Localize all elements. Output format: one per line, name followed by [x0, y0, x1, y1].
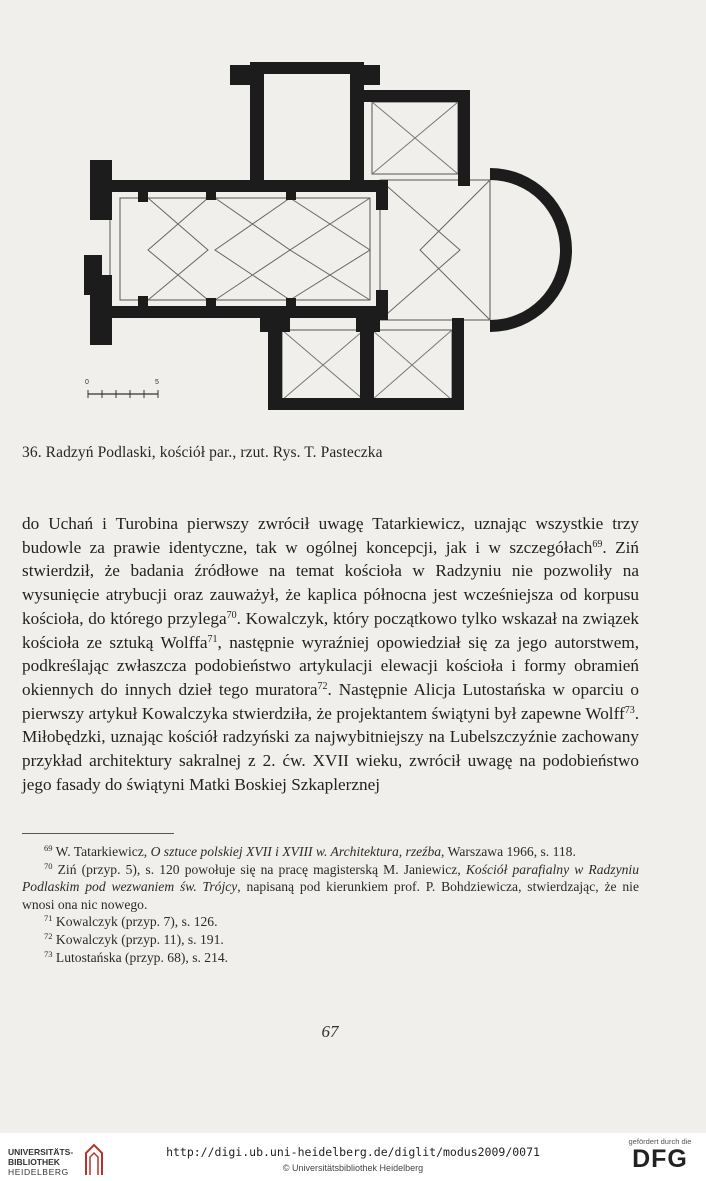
footnote-number: 71 [44, 913, 53, 924]
footnotes [22, 843, 639, 966]
body-paragraph [22, 512, 639, 796]
plan-walls [84, 62, 572, 410]
footnote-rule [22, 833, 174, 834]
footnote-reference[interactable]: 70 [226, 609, 237, 621]
copyright-notice: © Universitätsbibliothek Heidelberg [282, 1163, 424, 1173]
footnote-text: Kowalczyk (przyp. 11), s. 191. [55, 931, 224, 947]
scale-end-label: 5 [155, 379, 159, 386]
footnote-title: Kościół parafialny w Radzyniu Podlaskim pod wezwaniem św. Trójcy [22, 861, 639, 895]
footnote-text: W. Tatarkiewicz, [55, 844, 151, 859]
footnote-text: , napisaną pod kierunkiem prof. P. Bohdziewicza, stwierdzając, że nie wnosi ona nic nowego. [22, 879, 639, 912]
footnote-text: , Warszawa 1966, s. 118. [441, 844, 576, 859]
footnote-text: Kowalczyk (przyp. 7), s. 126. [55, 914, 218, 930]
footnote-reference[interactable]: 71 [207, 633, 218, 645]
scale-bar [85, 379, 159, 398]
footnote-number: 69 [44, 843, 53, 853]
body-text [22, 512, 639, 796]
body-text-segment: . Następnie Alicja Lutostańska w oparciu o pierwszy artykuł Kowalczyka stwierdziła, że projektantem świątyni był zapewne Wolff [22, 679, 640, 723]
body-text-segment: . Ziń stwierdził, że badania źródłowe na temat kościoła w Radzyniu nie pozwoliły na wysunięcie atrybucji oraz zauważył, że kaplica północna jest wcześniejsza od korpusu kościoła, do którego przylega [22, 537, 639, 628]
scale-start-label: 0 [85, 379, 89, 386]
church-floor-plan [60, 40, 600, 430]
footnote-text: Ziń (przyp. 5), s. 120 powołuje się na pracę magisterską M. Janiewicz, [57, 861, 466, 877]
dfg-logo[interactable] [624, 1137, 696, 1177]
library-name-line3: HEIDELBERG [8, 1167, 69, 1177]
footnote-number: 70 [44, 860, 53, 871]
footnote-number: 73 [44, 948, 53, 959]
figure-caption: 36. Radzyń Podlaski, kościół par., rzut. Rys. T. Pasteczka [22, 444, 383, 461]
footnote-reference[interactable]: 73 [624, 704, 635, 716]
footnote-title: O sztuce polskiej XVII i XVIII w. Architektura, rzeźba [150, 844, 442, 859]
page-number: 67 [321, 1022, 339, 1041]
footnote [22, 949, 639, 967]
plan-nave [110, 190, 380, 308]
library-name-line2: BIBLIOTHEK [8, 1157, 60, 1167]
footnote-reference[interactable]: 69 [592, 538, 603, 550]
dfg-wordmark: DFG [632, 1145, 688, 1173]
footnote-reference[interactable]: 72 [317, 680, 328, 692]
footnote [22, 913, 639, 931]
footnote [22, 843, 639, 861]
footnote [22, 931, 639, 949]
body-text-segment: , następnie wyraźniej opowiedział się za jego autorstwem, podkreślając zwłaszcza podobieństwo artykulacji elewacji kościoła i formy obramień okiennych do innych dzieł tego muratora [22, 632, 639, 699]
footnote [22, 861, 639, 914]
body-text-segment: . Kowalczyk, który początkowo tylko wskazał na związek kościoła ze sztuką Wolffa [22, 608, 640, 652]
body-text-segment: . Miłobędzki, uznając kościół radzyński za najwybitniejszy na Lubelszczyźnie zachowany przykład architektury sakralnej z 2. ćw. XVII wieku, zwrócił uwagę na podobieństwo jego fasady do świątyni Matki Boskiej Szkaplerznej [22, 703, 639, 794]
footnote-number: 72 [44, 930, 53, 941]
footnote-text: Lutostańska (przyp. 68), s. 214. [55, 949, 229, 965]
sponsor-label: gefördert durch die [628, 1137, 692, 1146]
viewer-footer [0, 1133, 706, 1181]
permalink-url[interactable]: http://digi.ub.uni-heidelberg.de/diglit/modus2009/0071 [166, 1145, 540, 1159]
library-name-line1: UNIVERSITÄTS- [8, 1147, 74, 1157]
body-text-segment: do Uchań i Turobina pierwszy zwrócił uwagę Tatarkiewicz, uznając wszystkie trzy budowle za prawie identyczne, tak w ogólnej koncepcji, jak i w szczegółach [22, 514, 639, 557]
